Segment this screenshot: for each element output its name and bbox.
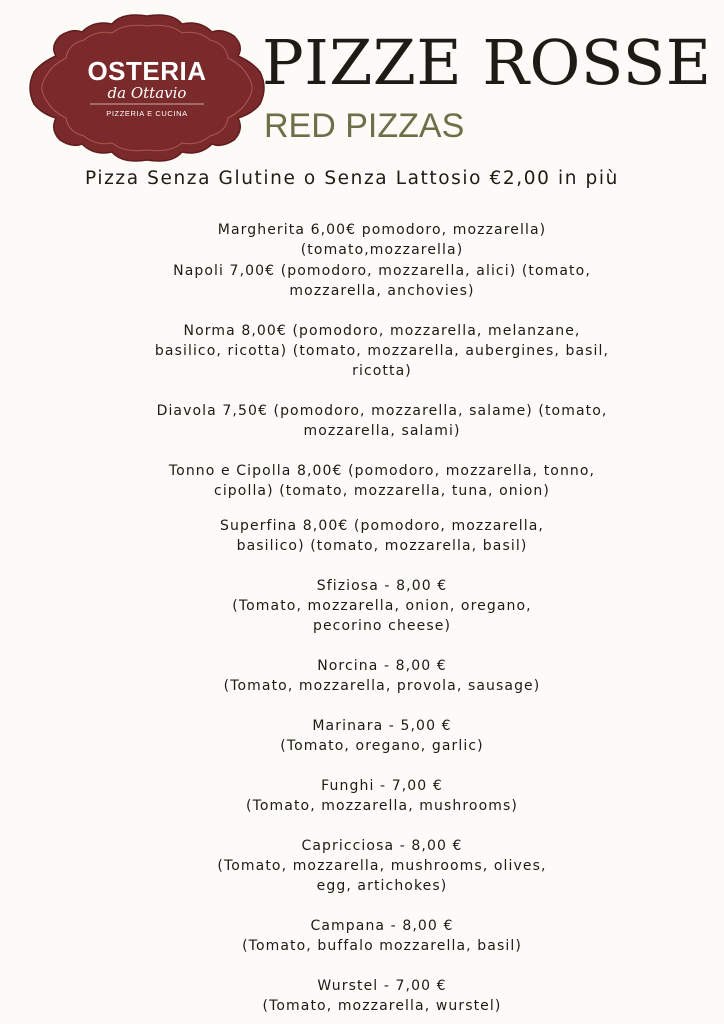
- menu-item-title: Norma 8,00€ (pomodoro, mozzarella, melanzane,: [183, 323, 581, 339]
- menu-item: [92, 576, 672, 636]
- menu-item-description: ricotta): [352, 363, 412, 379]
- surcharge-note: Pizza Senza Glutine o Senza Lattosio €2,00 in più: [85, 168, 619, 189]
- menu-item-description: pecorino cheese): [312, 618, 452, 634]
- menu-item-title: Sfiziosa - 8,00 €: [316, 578, 448, 594]
- menu-item-description: (tomato,mozzarella): [300, 242, 464, 258]
- menu-item: [92, 220, 672, 260]
- page-subtitle: RED PIZZAS: [264, 107, 465, 145]
- menu-item-title: Diavola 7,50€ (pomodoro, mozzarella, salame) (tomato,: [156, 403, 608, 419]
- menu-item-description: (Tomato, mozzarella, mushrooms): [246, 798, 518, 814]
- menu-item-title: Campana - 8,00 €: [310, 918, 454, 934]
- menu-item-description: (Tomato, mozzarella, provola, sausage): [223, 678, 541, 694]
- menu-item: [92, 916, 672, 956]
- menu-item-description: basilico) (tomato, mozzarella, basil): [236, 538, 528, 554]
- menu-item-title: Margherita 6,00€ pomodoro, mozzarella): [217, 222, 547, 238]
- menu-item-description: (Tomato, mozzarella, wurstel): [262, 998, 502, 1014]
- menu-item-description: mozzarella, anchovies): [289, 283, 475, 299]
- menu-item-title: Tonno e Cipolla 8,00€ (pomodoro, mozzarella, tonno,: [168, 463, 596, 479]
- menu-item-title: Marinara - 5,00 €: [312, 718, 452, 734]
- menu-item-title: Napoli 7,00€ (pomodoro, mozzarella, alici) (tomato,: [173, 263, 591, 279]
- menu-item: [92, 461, 672, 501]
- menu-item-title: Capricciosa - 8,00 €: [301, 838, 463, 854]
- menu-item-description: (Tomato, buffalo mozzarella, basil): [242, 938, 522, 954]
- logo-name: OSTERIA: [87, 56, 207, 86]
- menu-item: [92, 716, 672, 756]
- restaurant-logo: [22, 14, 272, 162]
- menu-item: [92, 401, 672, 441]
- menu-item-description: (Tomato, mozzarella, onion, oregano,: [232, 598, 532, 614]
- menu-item-title: Wurstel - 7,00 €: [317, 978, 447, 994]
- menu-item-description: (Tomato, oregano, garlic): [280, 738, 484, 754]
- menu-item-description: cipolla) (tomato, mozzarella, tuna, onion): [214, 483, 550, 499]
- menu-item: [92, 261, 672, 301]
- menu-item-description: basilico, ricotta) (tomato, mozzarella, aubergines, basil,: [154, 343, 610, 359]
- menu-item-title: Funghi - 7,00 €: [321, 778, 443, 794]
- logo-tagline: PIZZERIA E CUCINA: [106, 109, 188, 118]
- menu-item: [92, 776, 672, 816]
- menu-item: [92, 656, 672, 696]
- menu-item: [92, 321, 672, 381]
- menu-item-description: (Tomato, mozzarella, mushrooms, olives,: [217, 858, 547, 874]
- menu-item: [92, 836, 672, 896]
- menu-item: [92, 976, 672, 1016]
- menu-item-description: mozzarella, salami): [303, 423, 461, 439]
- menu-item-title: Norcina - 8,00 €: [317, 658, 447, 674]
- menu-item-description: egg, artichokes): [316, 878, 448, 894]
- logo-subtitle: da Ottavio: [107, 84, 187, 102]
- menu-item-title: Superfina 8,00€ (pomodoro, mozzarella,: [220, 518, 544, 534]
- page-title: PIZZE ROSSE: [262, 26, 712, 99]
- menu-item: [92, 516, 672, 556]
